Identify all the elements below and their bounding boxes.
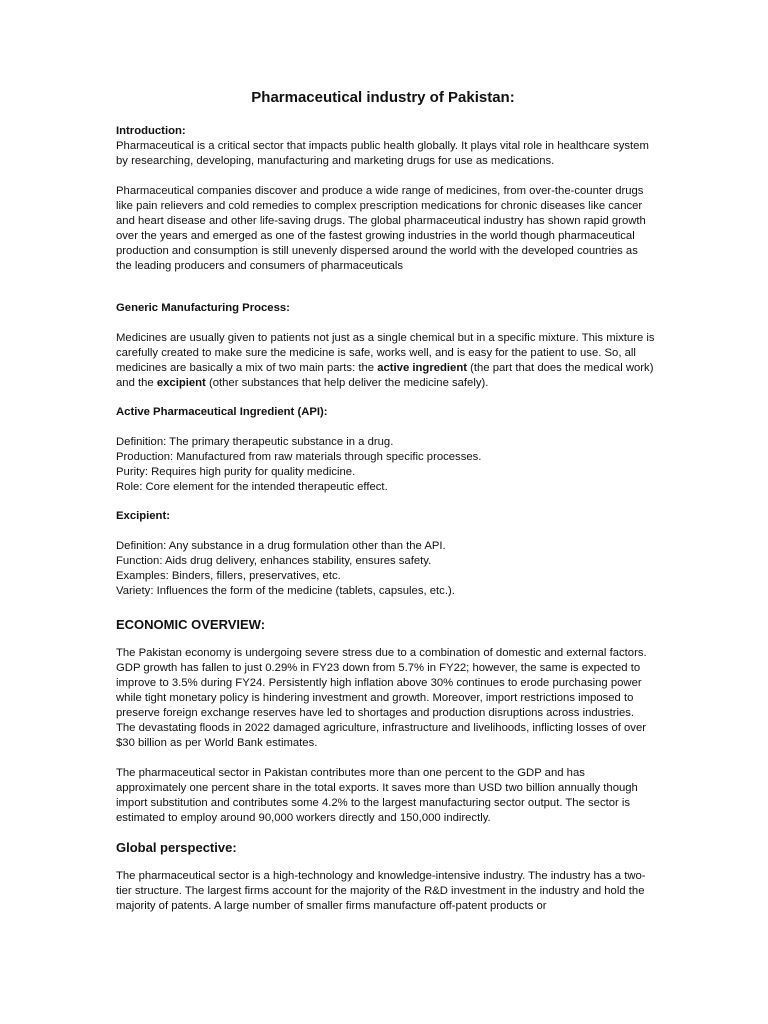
excipient-variety-line: Variety: Influences the form of the medicine (tablets, capsules, etc.). xyxy=(116,585,455,597)
api-purity-line: Purity: Requires high purity for quality medicine. xyxy=(116,466,356,478)
generic-text-mid: (the part that does the medical work) and the xyxy=(116,362,654,389)
excipient-definition-line: Definition: Any substance in a drug formulation other than the API. xyxy=(116,540,446,552)
introduction-paragraph-2: Pharmaceutical companies discover and produce a wide range of medicines, from over-the-counter drugs like pain relievers and cold remedies to complex prescription medications for chronic diseases like cancer and heart disease and other life-saving drugs. The global pharmaceutical industry has shown rapid growth over the years and emerged as one of the fastest growing industries in the world though pharmaceutical production and consumption is still unevenly dispersed around the world with the developed countries as the leading producers and consumers of pharmaceuticals xyxy=(116,185,646,272)
excipient-heading: Excipient: xyxy=(116,510,170,522)
global-perspective-heading: Global perspective: xyxy=(116,840,237,855)
api-role-line: Role: Core element for the intended therapeutic effect. xyxy=(116,481,388,493)
excipient-examples-line: Examples: Binders, fillers, preservatives, etc. xyxy=(116,570,341,582)
economic-paragraph-1: The Pakistan economy is undergoing severe stress due to a combination of domestic and external factors. GDP growth has fallen to just 0.29% in FY23 down from 5.7% in FY22; however, the same is expected to improve to 3.5% during FY24. Persistently high inflation above 30% continues to erode purchasing power while tight monetary policy is hindering investment and growth. Moreover, import restrictions imposed to preserve foreign exchange reserves have led to shortages and production disruptions across industries. The devastating floods in 2022 damaged agriculture, infrastructure and livelihoods, inflicting losses of over $30 billion as per World Bank estimates. xyxy=(116,647,647,749)
introduction-heading: Introduction: xyxy=(116,125,186,137)
generic-manufacturing-heading: Generic Manufacturing Process: xyxy=(116,302,290,314)
introduction-paragraph-1: Pharmaceutical is a critical sector that impacts public health globally. It plays vital role in healthcare system by researching, developing, manufacturing and marketing drugs for use as medications. xyxy=(116,140,649,167)
excipient-term: excipient xyxy=(156,377,206,389)
api-definition-line: Definition: The primary therapeutic substance in a drug. xyxy=(116,436,394,448)
document-body xyxy=(116,90,656,914)
economic-paragraph-2: The pharmaceutical sector in Pakistan contributes more than one percent to the GDP and has approximately one percent share in the total exports. It saves more than USD two billion annually though import substitution and contributes some 4.2% to the largest manufacturing sector output. The sector is estimated to employ around 90,000 workers directly and 150,000 indirectly. xyxy=(116,767,638,824)
generic-text-end: (other substances that help deliver the medicine safely). xyxy=(205,377,489,389)
generic-manufacturing-paragraph xyxy=(116,331,656,391)
document-title: Pharmaceutical industry of Pakistan: xyxy=(251,89,515,106)
excipient-function-line: Function: Aids drug delivery, enhances stability, ensures safety. xyxy=(116,555,432,567)
generic-text-start: Medicines are usually given to patients not just as a single chemical but in a specific mixture. This mixture is carefully created to make sure the medicine is safe, works well, and is easy for the patient to use. So, all medicines are basically a mix of two main parts: the xyxy=(116,332,655,374)
economic-overview-heading: ECONOMIC OVERVIEW: xyxy=(116,617,266,632)
global-paragraph-1: The pharmaceutical sector is a high-technology and knowledge-intensive industry. The industry has a two-tier structure. The largest firms account for the majority of the R&D investment in the industry and hold the majority of patents. A large number of smaller firms manufacture off-patent products or xyxy=(116,870,646,912)
api-production-line: Production: Manufactured from raw materials through specific processes. xyxy=(116,451,482,463)
api-heading: Active Pharmaceutical Ingredient (API): xyxy=(116,406,328,418)
active-ingredient-term: active ingredient xyxy=(377,362,467,374)
